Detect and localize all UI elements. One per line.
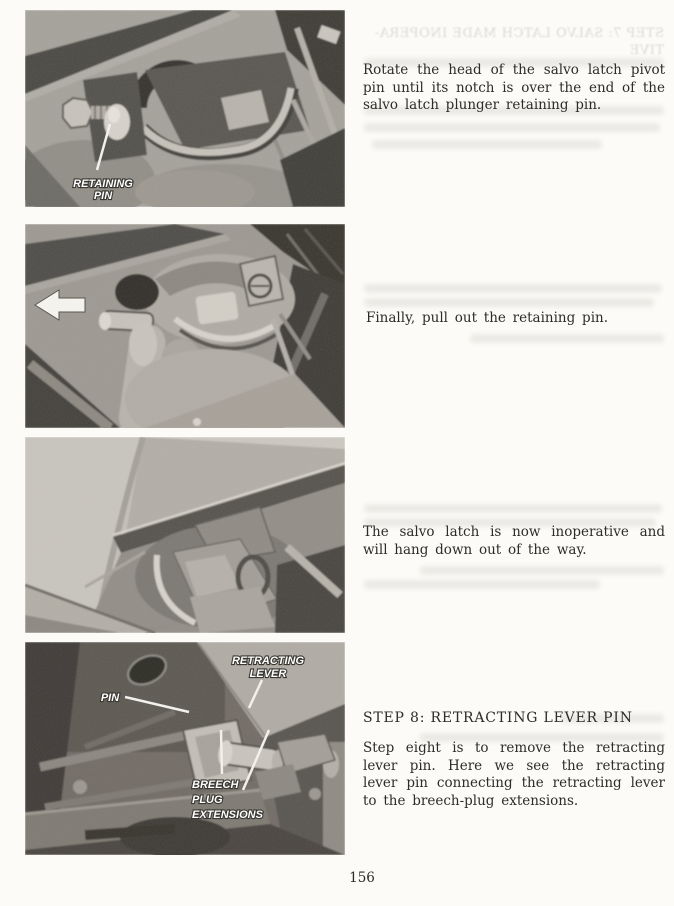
bleedthrough-artifact <box>364 504 662 513</box>
photo-label-pin: PIN <box>100 692 120 704</box>
bleedthrough-artifact <box>372 140 602 149</box>
film-grain <box>25 437 345 633</box>
step8-heading: STEP 8: RETRACTING LEVER PIN <box>363 710 633 726</box>
leader-line <box>221 730 222 774</box>
paragraph-rotate-pivot-pin: Rotate the head of the salvo latch pivot pin until its notch is over the end of the salvo latch plunger retaining pin. <box>363 62 665 113</box>
photo-label-pin: PIN <box>93 190 113 202</box>
paragraph-latch-inoperative: The salvo latch is now inoperative and will hang down out of the way. <box>363 524 665 558</box>
film-grain <box>25 642 345 855</box>
bleedthrough-artifact <box>364 284 662 293</box>
photo4-illustration <box>25 642 345 855</box>
photo1-illustration <box>25 10 345 207</box>
page-number: 156 <box>349 870 375 886</box>
photo-label-retaining: RETAINING <box>73 178 133 190</box>
photo-label-retracting: RETRACTING <box>231 655 305 667</box>
figure-retracting-lever-pin <box>25 642 345 855</box>
figure-salvo-latch-retaining-pin <box>25 10 345 207</box>
figure-pulling-retaining-pin <box>25 224 345 428</box>
bleedthrough-artifact <box>420 566 664 575</box>
photo3-illustration <box>25 437 345 633</box>
bleedthrough-artifact <box>364 580 600 589</box>
bleedthrough-artifact <box>364 123 660 132</box>
photo-label-breech: BREECH <box>192 779 239 791</box>
photo2-illustration <box>25 224 345 428</box>
photo-label-plug: PLUG <box>192 794 223 806</box>
bleedthrough-step7-heading: STEP 7: SALVO LATCH MADE INOPERA- <box>374 26 664 41</box>
figure-latch-hanging-down <box>25 437 345 633</box>
bleedthrough-step7-cont: TIVE <box>629 43 664 58</box>
photo-label-lever: LEVER <box>249 668 287 680</box>
bleedthrough-artifact <box>470 334 664 343</box>
photo-label-extensions: EXTENSIONS <box>192 809 263 821</box>
film-grain <box>25 224 345 428</box>
bleedthrough-artifact <box>364 298 654 307</box>
paragraph-step8: Step eight is to remove the retracting lever pin. Here we see the retracting lever pin connecting the retracting lever to the breech-plug extensions. <box>363 740 665 809</box>
paragraph-pull-out-pin: Finally, pull out the retaining pin. <box>366 310 608 326</box>
